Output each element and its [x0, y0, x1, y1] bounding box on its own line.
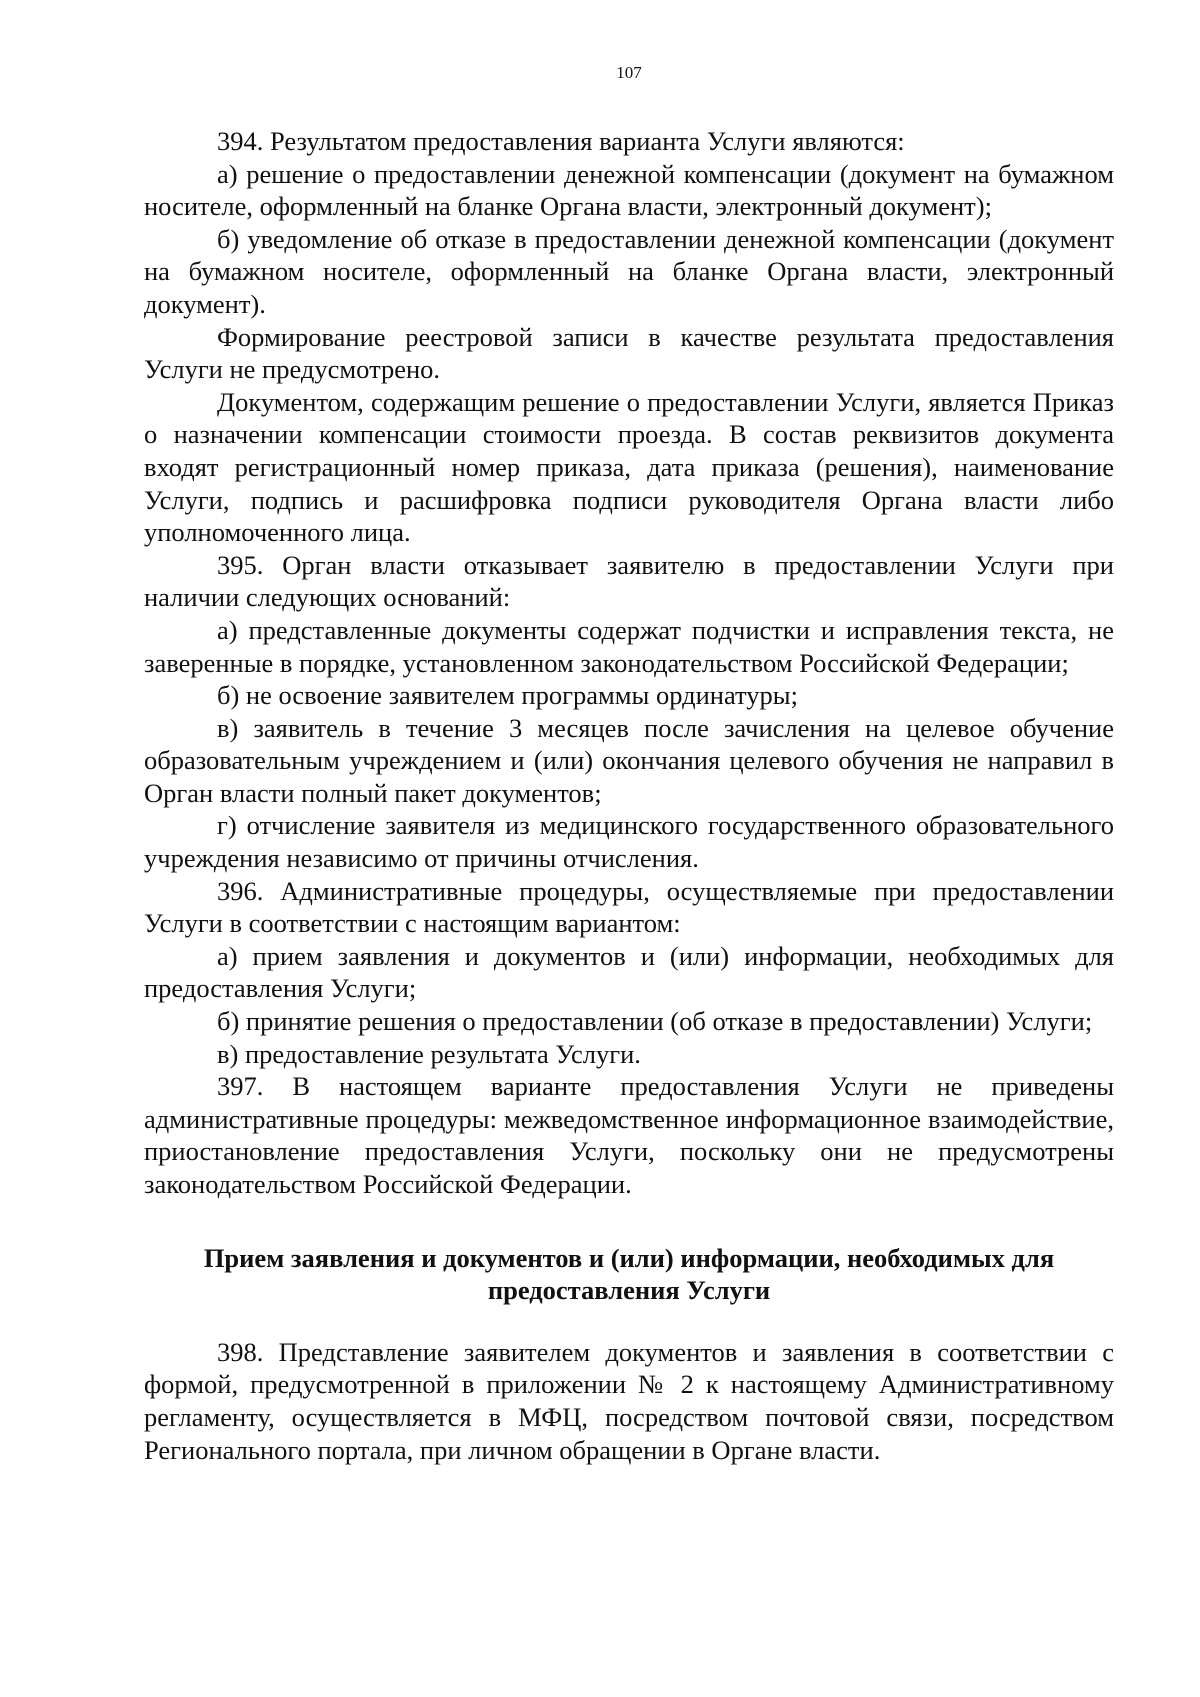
paragraph-registry-record: Формирование реестровой записи в качестве результата предоставления Услуги не предусмотрено. [144, 321, 1114, 385]
list-item-395-v: в) заявитель в течение 3 месяцев после зачисления на целевое обучение образовательным учреждением и (или) окончания целевого обучения не направил в Орган власти полный пакет документов; [144, 712, 1114, 808]
section-heading [144, 1242, 1114, 1307]
paragraph-397: 397. В настоящем варианте предоставления Услуги не приведены административные процедуры: межведомственное информационное взаимодействие, приостановление предоставления Услуги, поскольку они не предусмотрены законодательством Российской Федерации. [144, 1071, 1114, 1199]
paragraph-398: 398. Представление заявителем документов и заявления в соответствии с формой, предусмотренной в приложении № 2 к настоящему Административному регламенту, осуществляется в МФЦ, посредством почтовой связи, посредством Регионального портала, при личном обращении в Органе власти. [144, 1336, 1114, 1465]
body-before-heading [144, 125, 1114, 1201]
list-item-395-g: г) отчисление заявителя из медицинского государственного образовательного учреждения независимо от причины отчисления. [144, 810, 1114, 874]
list-item-395-b: б) не освоение заявителем программы ординатуры; [217, 680, 798, 711]
section-heading-line-2: предоставления Услуги [487, 1275, 771, 1306]
list-item-396-v: в) предоставление результата Услуги. [217, 1038, 641, 1069]
list-item-396-a: а) прием заявления и документов и (или) информации, необходимых для предоставления Услуги; [144, 940, 1114, 1004]
list-item-395-a: а) представленные документы содержат подчистки и исправления текста, не заверенные в порядке, установленном законодательством Российской Федерации; [144, 614, 1114, 678]
list-item-394-a: а) решение о предоставлении денежной компенсации (документ на бумажном носителе, оформленный на бланке Органа власти, электронный документ); [144, 158, 1114, 222]
list-item-396-b: б) принятие решения о предоставлении (об отказе в предоставлении) Услуги; [217, 1006, 1093, 1037]
paragraph-394: 394. Результатом предоставления варианта Услуги являются: [217, 126, 905, 156]
list-item-394-b: б) уведомление об отказе в предоставлении денежной компенсации (документ на бумажном носителе, оформленный на бланке Органа власти, электронный документ). [144, 223, 1114, 319]
paragraph-396: 396. Административные процедуры, осуществляемые при предоставлении Услуги в соответствии с настоящим вариантом: [144, 875, 1114, 939]
paragraph-decision-document: Документом, содержащим решение о предоставлении Услуги, является Приказ о назначении компенсации стоимости проезда. В состав реквизитов документа входят регистрационный номер приказа, дата приказа (решения), наименование Услуги, подпись и расшифровка подписи руководителя Органа власти либо уполномоченного лица. [144, 386, 1114, 548]
section-heading-line-1: Прием заявления и документов и (или) информации, необходимых для [203, 1242, 1055, 1273]
page-number: 107 [616, 63, 642, 82]
paragraph-395: 395. Орган власти отказывает заявителю в предоставлении Услуги при наличии следующих оснований: [144, 549, 1114, 613]
body-after-heading [144, 1336, 1114, 1466]
